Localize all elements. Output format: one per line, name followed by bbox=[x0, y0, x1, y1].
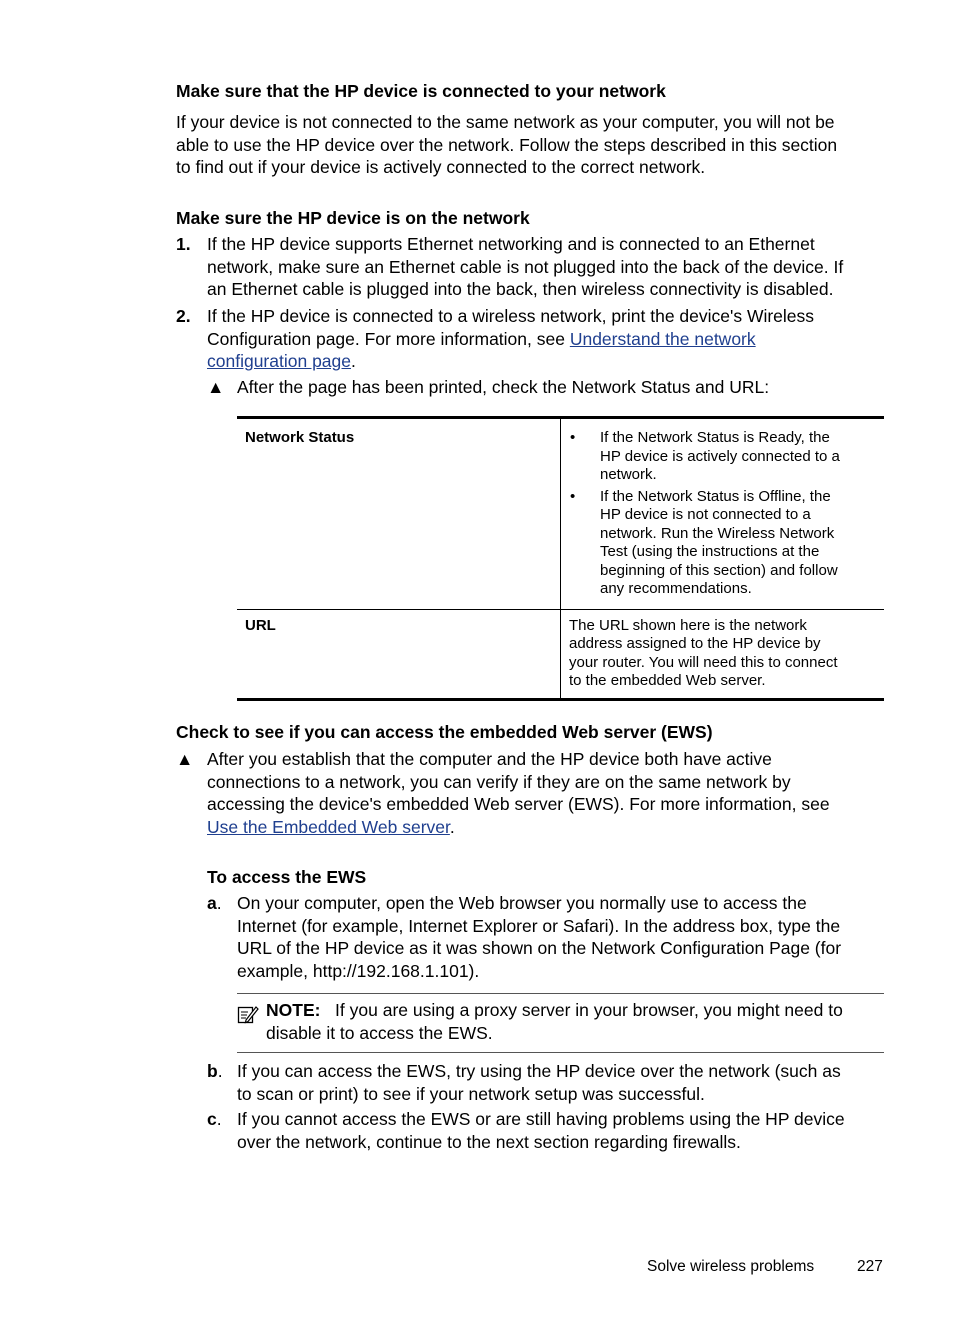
list-item-ethernet bbox=[207, 233, 897, 301]
text-line: disable it to access the EWS. bbox=[266, 1022, 493, 1043]
step-letter: a bbox=[207, 893, 217, 913]
step-a-text bbox=[237, 892, 897, 982]
text-line: to find out if your device is actively connected to the correct network. bbox=[176, 157, 706, 177]
text-line: an Ethernet cable is plugged into the back, then wireless connectivity is disabled. bbox=[207, 279, 834, 299]
list-item bbox=[569, 488, 876, 599]
text-line: If the Network Status is Ready, the bbox=[600, 429, 830, 446]
text-line: If the Network Status is Offline, the bbox=[600, 487, 831, 505]
text-line: address assigned to the HP device by bbox=[569, 635, 821, 652]
table-row bbox=[237, 609, 884, 699]
bullet-icon: • bbox=[570, 429, 576, 446]
text-line: Test (using the instructions at the bbox=[600, 543, 820, 560]
text-line: If the HP device is connected to a wireless network, print the device's Wireless bbox=[207, 306, 815, 326]
table-cell-value bbox=[561, 609, 885, 699]
text-line: If you cannot access the EWS or are still having problems using the HP device bbox=[237, 1109, 845, 1129]
network-status-table bbox=[237, 416, 884, 701]
text-line: beginning of this section) and follow bbox=[600, 561, 838, 579]
list-number-2: 2. bbox=[176, 306, 191, 326]
sub-instruction: After the page has been printed, check the Network Status and URL: bbox=[237, 377, 770, 397]
text-line: to the embedded Web server. bbox=[569, 672, 766, 689]
text-span: If you are using a proxy server in your browser, you might need to bbox=[335, 1000, 843, 1020]
note-label: NOTE: bbox=[266, 1000, 321, 1020]
intro-paragraph bbox=[176, 111, 896, 179]
text-line bbox=[207, 350, 897, 373]
note-icon bbox=[237, 1004, 259, 1024]
text-line: your router. You will need this to connect bbox=[569, 653, 838, 671]
text-span: . bbox=[449, 816, 455, 837]
text-line: The URL shown here is the network bbox=[569, 616, 807, 634]
triangle-bullet-icon: ▲ bbox=[176, 749, 194, 769]
link-use-ews[interactable]: Use the Embedded Web server bbox=[207, 816, 450, 837]
step-label-b: b. bbox=[207, 1061, 223, 1081]
footer-section-title: Solve wireless problems bbox=[647, 1258, 815, 1275]
text-line: After you establish that the computer and the HP device both have active bbox=[207, 749, 772, 769]
subheading-access-ews: To access the EWS bbox=[207, 867, 367, 887]
section-heading-connected: Make sure that the HP device is connected to your network bbox=[176, 81, 666, 101]
note-box bbox=[237, 993, 884, 1053]
list-item bbox=[569, 429, 876, 485]
link-understand-network-config-cont[interactable]: configuration page bbox=[207, 351, 351, 371]
step-c-text bbox=[237, 1108, 897, 1153]
text-line: On your computer, open the Web browser you normally use to access the bbox=[237, 893, 807, 913]
ews-paragraph bbox=[207, 748, 897, 838]
text-line bbox=[266, 999, 886, 1022]
section-heading-ews: Check to see if you can access the embedded Web server (EWS) bbox=[176, 722, 713, 742]
text-line: over the network, continue to the next section regarding firewalls. bbox=[237, 1131, 741, 1152]
bullet-list bbox=[569, 429, 876, 599]
list-number-1: 1. bbox=[176, 234, 191, 254]
text-line: network. bbox=[600, 466, 657, 483]
table-cell-label: URL bbox=[237, 609, 561, 699]
table-cell-label: Network Status bbox=[237, 418, 561, 610]
text-line: If your device is not connected to the same network as your computer, you will not be bbox=[176, 112, 835, 132]
text-line: HP device is not connected to a bbox=[600, 506, 811, 523]
step-label-a: a. bbox=[207, 893, 222, 913]
text-line: URL of the HP device as it was shown on the Network Configuration Page (for bbox=[237, 938, 842, 958]
link-understand-network-config[interactable]: Understand the network bbox=[569, 328, 756, 349]
footer-page-number: 227 bbox=[857, 1258, 883, 1275]
text-line: network, make sure an Ethernet cable is not plugged into the back of the device. If bbox=[207, 256, 844, 277]
text-line: If you can access the EWS, try using the HP device over the network (such as bbox=[237, 1061, 841, 1081]
text-line: any recommendations. bbox=[600, 580, 752, 597]
text-line: HP device is actively connected to a bbox=[600, 447, 840, 465]
step-b-text bbox=[237, 1060, 897, 1105]
text-line: to scan or print) to see if your network setup was successful. bbox=[237, 1083, 705, 1104]
text-line bbox=[207, 328, 897, 351]
list-item-wireless bbox=[207, 305, 897, 373]
text-line: Internet (for example, Internet Explorer or Safari). In the address box, type the bbox=[237, 915, 841, 936]
text-line: network. Run the Wireless Network bbox=[600, 524, 835, 542]
step-label-c: c. bbox=[207, 1109, 222, 1129]
table-row bbox=[237, 418, 884, 610]
text-line bbox=[207, 816, 897, 839]
text-span: . bbox=[351, 351, 356, 371]
text-line: If the HP device supports Ethernet networking and is connected to an Ethernet bbox=[207, 234, 815, 254]
text-line: connections to a network, you can verify if they are on the same network by bbox=[207, 771, 791, 792]
section-heading-on-network: Make sure the HP device is on the network bbox=[176, 208, 530, 228]
note-text bbox=[266, 999, 886, 1044]
text-span: Configuration page. For more information, see bbox=[207, 328, 570, 349]
text-line: able to use the HP device over the network. Follow the steps described in this section bbox=[176, 134, 838, 155]
text-line: example, http://192.168.1.101). bbox=[237, 960, 480, 981]
triangle-bullet-icon: ▲ bbox=[207, 377, 225, 397]
step-letter: c bbox=[207, 1109, 217, 1129]
step-letter: b bbox=[207, 1061, 218, 1081]
table-cell-value bbox=[561, 418, 885, 610]
bullet-icon: • bbox=[570, 487, 576, 505]
text-line: accessing the device's embedded Web server (EWS). For more information, see bbox=[207, 794, 830, 814]
